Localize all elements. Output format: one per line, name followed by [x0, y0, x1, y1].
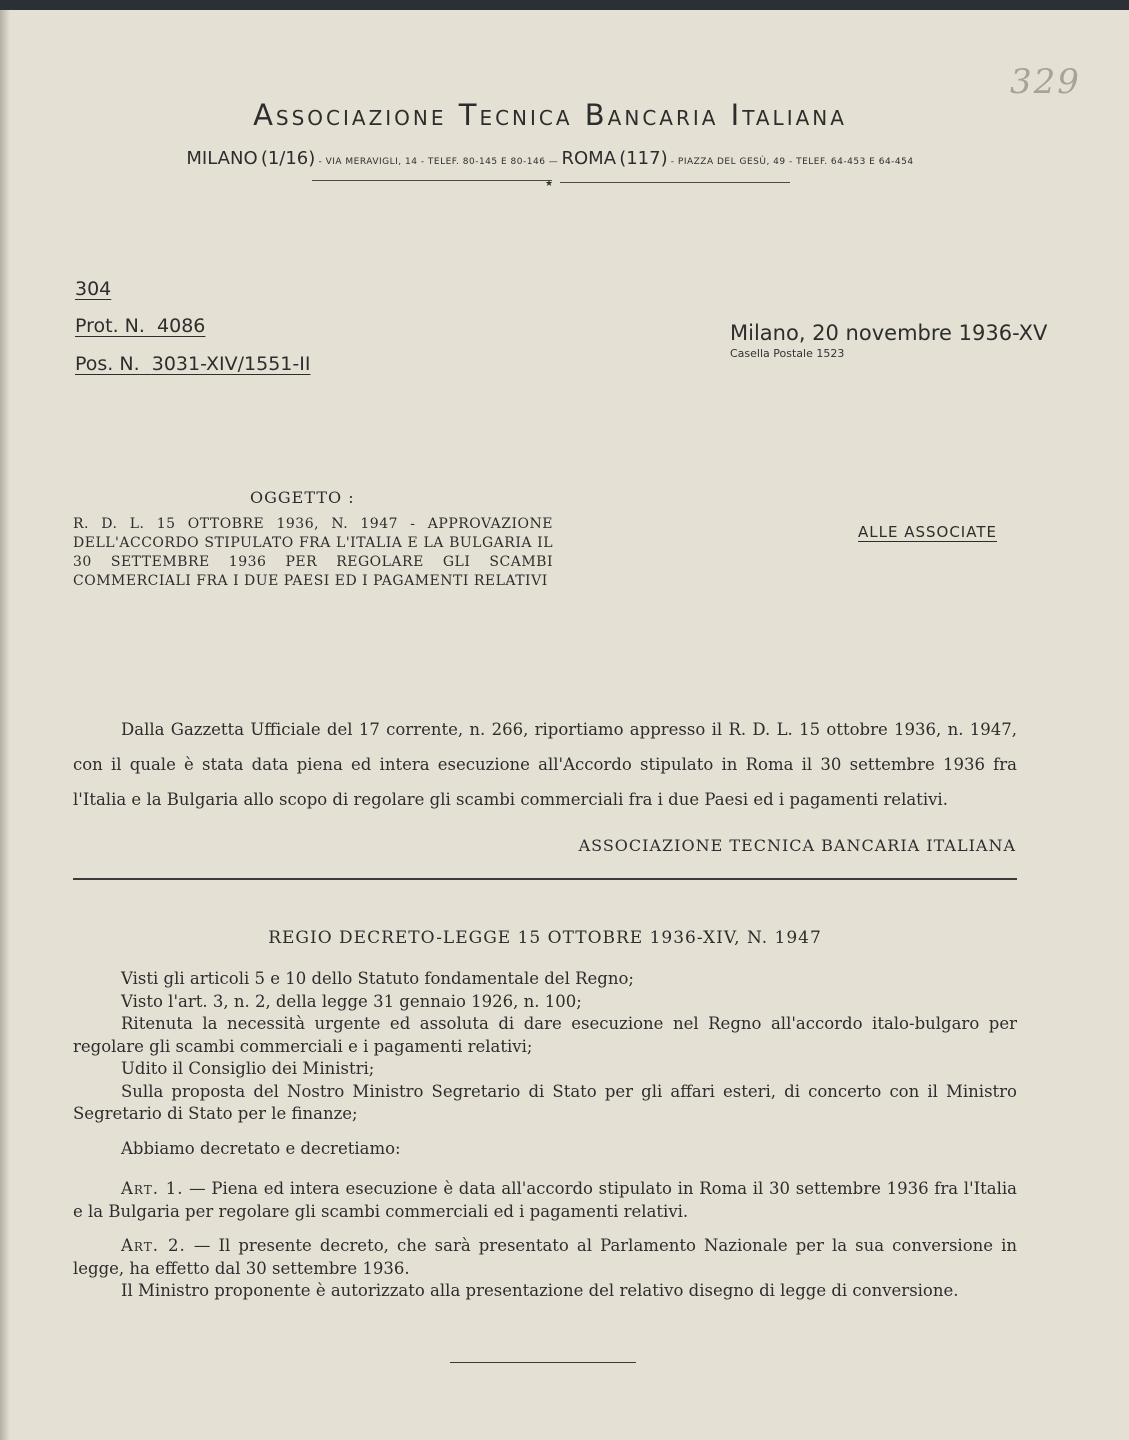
- letterhead-title: Associazione Tecnica Bancaria Italiana: [253, 98, 847, 132]
- signature-line: ASSOCIAZIONE TECNICA BANCARIA ITALIANA: [578, 836, 1016, 855]
- letterhead-ornament-rule-left: [312, 180, 552, 181]
- article-2-paragraph-2: Il Ministro proponente è autorizzato alla presentazione del relativo disegno di legge di conversione.: [121, 1281, 959, 1300]
- milano-details: - VIA MERAVIGLI, 14 - TELEF. 80-145 E 80-146 —: [318, 157, 559, 167]
- handwritten-page-number: 329: [1010, 62, 1081, 102]
- ornament-star-icon: ★: [545, 178, 554, 188]
- article-2-label: Art. 2.: [121, 1236, 186, 1255]
- document-page: [0, 10, 1129, 1440]
- letterhead-ornament-rule-right: [560, 182, 790, 183]
- decree-title: REGIO DECRETO-LEGGE 15 OTTOBRE 1936-XIV, N. 1947: [268, 928, 822, 948]
- preamble-paragraph: Visti gli articoli 5 e 10 dello Statuto fondamentale del Regno;: [121, 969, 634, 988]
- protocol-number: Prot. N. 4086: [75, 315, 206, 337]
- closing-rule: [450, 1362, 636, 1363]
- milano-city: MILANO: [186, 148, 258, 169]
- article-1-text: — Piena ed intera esecuzione è data all'accordo stipulato in Roma il 30 settembre 1936 fra l'Italia e la Bulgaria per regolare gli scambi commerciali ed i pagamenti relativi.: [73, 1179, 1018, 1221]
- recipient-line: ALLE ASSOCIATE: [858, 523, 997, 541]
- roma-details: - PIAZZA DEL GESÙ, 49 - TELEF. 64-453 E 64-454: [670, 157, 914, 167]
- subject-label: OGGETTO :: [250, 488, 355, 507]
- article-2: [73, 1235, 1017, 1280]
- subject-text: R. D. L. 15 OTTOBRE 1936, N. 1947 - APPROVAZIONE DELL'ACCORDO STIPULATO FRA L'ITALIA E LA BULGARIA IL 30 SETTEMBRE 1936 PER REGOLARE GLI SCAMBI COMMERCIALI FRA I DUE PAESI ED I PAGAMENTI RELATIVI: [73, 516, 553, 589]
- date-line: Milano, 20 novembre 1936-XV: [730, 321, 1048, 345]
- article-2-text: — Il presente decreto, che sarà presentato al Parlamento Nazionale per la sua conversione in legge, ha effetto dal 30 settembre 1936.: [73, 1236, 1017, 1278]
- intro-paragraph: Dalla Gazzetta Ufficiale del 17 corrente, n. 266, riportiamo appresso il R. D. L. 15 ottobre 1936, n. 1947, con il quale è stata data piena ed intera esecuzione all'Accordo stipulato in Roma il 30 settembre 1936 fra l'Italia e la Bulgaria allo scopo di regolare gli scambi commerciali fra i due Paesi ed i pagamenti relativi.: [73, 720, 1017, 809]
- preamble-paragraph: Udito il Consiglio dei Ministri;: [121, 1059, 375, 1078]
- preamble-paragraph: Ritenuta la necessità urgente ed assoluta di dare esecuzione nel Regno all'accordo italo-bulgaro per regolare gli scambi commerciali e i pagamenti relativi;: [73, 1014, 1017, 1056]
- enacting-formula: Abbiamo decretato e decretiamo:: [121, 1138, 401, 1158]
- section-divider: [73, 878, 1017, 880]
- postal-box: Casella Postale 1523: [730, 347, 845, 360]
- reference-number: 304: [75, 278, 112, 300]
- article-1-label: Art. 1.: [121, 1179, 184, 1198]
- article-1: [73, 1178, 1017, 1223]
- roma-city: ROMA: [561, 148, 617, 169]
- position-number: Pos. N. 3031-XIV/1551-II: [75, 353, 311, 375]
- roma-code: (117): [619, 148, 668, 169]
- letterhead-address: [0, 148, 1100, 169]
- decree-body: [73, 968, 1017, 1303]
- milano-code: (1/16): [260, 148, 316, 169]
- preamble-paragraph: Sulla proposta del Nostro Ministro Segretario di Stato per gli affari esteri, di concerto con il Ministro Segretario di Stato per le finanze;: [73, 1081, 1017, 1123]
- page-edge-shadow: [0, 10, 10, 1440]
- preamble-paragraph: Visto l'art. 3, n. 2, della legge 31 gennaio 1926, n. 100;: [121, 991, 582, 1011]
